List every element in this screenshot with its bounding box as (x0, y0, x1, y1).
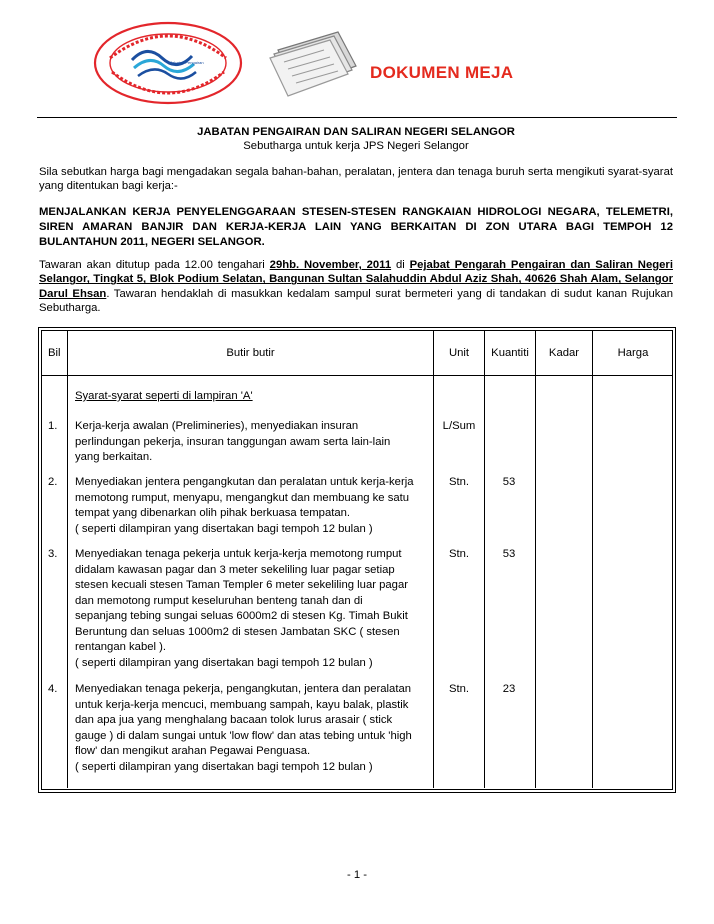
closing-date: 29hb. November, 2011 (269, 259, 392, 271)
row-unit: L/Sum (442, 420, 476, 432)
col-divider (535, 330, 536, 788)
description-line: memotong rumput, menyapu, mengangkut dan membuang ke satu (75, 491, 410, 504)
description-line: Menyediakan tenaga pekerja, pengangkutan, jentera dan peralatan (75, 683, 412, 695)
description-line: dan memotong rumput keseluruhan benteng tanah dan di (75, 594, 363, 607)
row-description (75, 682, 433, 775)
tender-text-1: Tawaran akan ditutup pada 12.00 tengahari (39, 259, 270, 271)
header-bil: Bil (48, 347, 61, 359)
row-unit: Stn. (448, 476, 470, 488)
header-harga: Harga (617, 347, 649, 359)
description-line: ( seperti dilampiran yang disertakan bagi tempoh 12 bulan ) (75, 760, 373, 773)
jps-stamp-logo (92, 20, 244, 106)
description-line: rentangan kabel ). (75, 641, 167, 653)
row-bil: 4. (48, 683, 58, 695)
description-line: Menyediakan tenaga pekerja untuk kerja-kerja memotong rumput (75, 548, 402, 560)
row-description (75, 547, 433, 671)
work-title: MENJALANKAN KERJA PENYELENGGARAAN STESEN-STESEN RANGKAIAN HIDROLOGI NEGARA, TELEMETRI, SIREN AMARAN BANJIR DAN KERJA-KERJA LAIN YANG BERKAITAN DI ZON UTARA BAGI TEMPOH 12 BULANTAHUN 2011, NEGERI SELANGOR. (39, 206, 673, 248)
description-line: sepanjang tebing sungai seluas 6000m2 di stesen Kg. Timah Bukit (75, 610, 408, 622)
description-line: ( seperti dilampiran yang disertakan bagi tempoh 12 bulan ) (75, 522, 373, 535)
tender-text-3: . Tawaran hendaklah di masukkan kedalam sampul surat bermeteri yang di tandakan di sudut kanan Rujukan Sebutharga. (39, 287, 673, 315)
row-kuantiti: 53 (502, 476, 516, 488)
description-line: tempat yang dibenarkan olih pihak berkuasa tempatan. (75, 507, 351, 519)
header-unit: Unit (448, 347, 470, 359)
description-line: untuk kerja-kerja mencuci, membuang sampah, kayu balak, plastik (75, 698, 409, 711)
tender-paragraph (39, 258, 673, 316)
description-line: perlindungan pekerja, insuran tanggungan awam serta lain-lain (75, 435, 391, 448)
svg-text:Jabatan Pengairan: Jabatan Pengairan (170, 60, 204, 65)
row-bil: 1. (48, 420, 58, 432)
row-unit: Stn. (448, 683, 470, 695)
row-bil: 3. (48, 548, 58, 560)
header-divider (37, 117, 677, 118)
description-line: yang berkaitan. (75, 451, 153, 463)
description-line: ( seperti dilampiran yang disertakan bagi tempoh 12 bulan ) (75, 656, 373, 669)
page-number: - 1 - (346, 869, 368, 881)
description-line: flow' dan mengikut arahan Pegawai Penguasa. (75, 745, 311, 757)
document-icon (268, 26, 364, 98)
tender-text-2: di (391, 259, 410, 271)
row-kuantiti: 53 (502, 548, 516, 560)
description-line: gauge ) di dalam sungai untuk 'low flow' dan atas tebing untuk 'high (75, 729, 412, 742)
col-divider (592, 330, 593, 788)
description-line: stesen kecuali stesen Taman Templer 6 meter sekeliling luar pagar (75, 579, 409, 591)
header-kadar: Kadar (548, 347, 580, 359)
row-kuantiti: 23 (502, 683, 516, 695)
header-kuantiti: Kuantiti (491, 347, 529, 359)
section-heading: Syarat-syarat seperti di lampiran 'A' (75, 390, 253, 402)
header-butir: Butir butir (226, 347, 275, 359)
page-subtitle: Sebutharga untuk kerja JPS Negeri Selangor (243, 140, 469, 152)
description-line: Kerja-kerja awalan (Prelimineries), menyediakan insuran (75, 420, 359, 432)
submission-place: Pejabat Pengarah Pengairan dan Saliran Negeri Selangor, Tingkat 5, Blok Podium Selatan, Bangunan Sultan Salahuddin Abdul Aziz Shah, 40626 Shah Alam, Selangor Darul Ehsan (39, 259, 673, 300)
row-description (75, 419, 433, 466)
col-divider (433, 330, 434, 788)
description-line: Menyediakan jentera pengangkutan dan peralatan untuk kerja-kerja (75, 476, 414, 488)
description-line: Beruntung dan seluas 1000m2 di stesen Jambatan SKC ( stesen (75, 625, 400, 638)
intro-paragraph: Sila sebutkan harga bagi mengadakan segala bahan-bahan, peralatan, jentera dan tenaga buruh serta mengikuti syarat-syarat yang ditentukan bagi kerja:- (39, 166, 673, 193)
description-line: dan apa jua yang menghalang bacaan tolok lurus arasair ( stick (75, 714, 393, 726)
description-line: didalam kawasan pagar dan 3 meter sekeliling luar pagar setiap (75, 563, 395, 576)
row-unit: Stn. (448, 548, 470, 560)
page-title: JABATAN PENGAIRAN DAN SALIRAN NEGERI SELANGOR (197, 126, 515, 138)
row-bil: 2. (48, 476, 58, 488)
dokumen-meja-label: DOKUMEN MEJA (370, 63, 514, 82)
row-description (75, 475, 433, 537)
table-header-divider (41, 375, 673, 376)
